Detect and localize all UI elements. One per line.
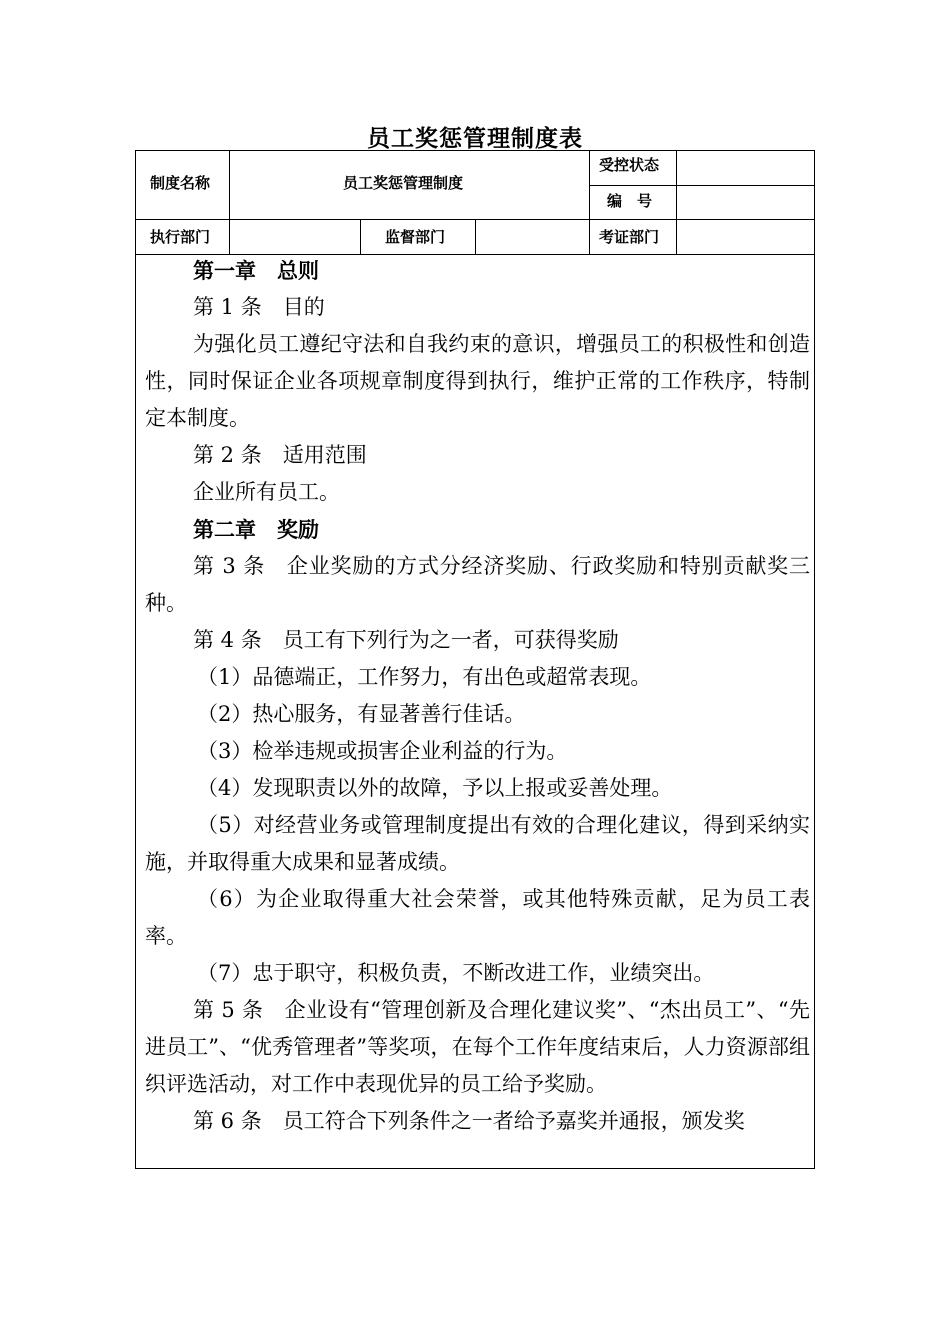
article-paragraph: 第 6 条 员工符合下列条件之一者给予嘉奖并通报，颁发奖 [193, 1109, 745, 1133]
verifying-department-label: 考证部门 [599, 228, 660, 246]
grid-line [589, 185, 815, 186]
list-item: （3）检举违规或损害企业利益的行为。 [197, 739, 568, 763]
grid-line [360, 219, 361, 254]
list-item: （1）品德端正，工作努力，有出色或超常表现。 [197, 665, 652, 689]
list-item: （5）对经营业务或管理制度提出有效的合理化建议，得到采纳实施，并取得重大成果和显著成绩。 [145, 813, 810, 874]
list-item: （4）发现职责以外的故障，予以上报或妥善处理。 [197, 776, 673, 800]
document-number-label: 编 号 [607, 192, 653, 210]
grid-line [676, 150, 677, 254]
paragraph: 为强化员工遵纪守法和自我约束的意识，增强员工的积极性和创造性，同时保证企业各项规章制度得到执行，维护正常的工作秩序，特制定本制度。 [145, 332, 810, 430]
chapter-heading: 第二章 奖励 [193, 517, 319, 542]
regulation-name-value: 员工奖惩管理制度 [343, 174, 464, 192]
article-paragraph: 第 5 条 企业设有“管理创新及合理化建议奖”、“杰出员工”、“先进员工”、“优秀管理者”等奖项，在每个工作年度结束后，人力资源部组织评选活动，对工作中表现优异的员工给予奖励。 [145, 998, 810, 1096]
regulation-name-label: 制度名称 [150, 174, 211, 192]
article-heading: 第 4 条 员工有下列行为之一者，可获得奖励 [193, 628, 619, 652]
grid-line [589, 150, 590, 254]
article-heading: 第 1 条 目的 [193, 295, 325, 319]
executing-department-label: 执行部门 [150, 228, 211, 246]
grid-line [475, 219, 476, 254]
list-item: （6）为企业取得重大社会荣誉，或其他特殊贡献，足为员工表率。 [145, 887, 810, 948]
grid-line [229, 150, 230, 254]
article-paragraph: 第 3 条 企业奖励的方式分经济奖励、行政奖励和特别贡献奖三种。 [145, 554, 810, 615]
supervising-department-label: 监督部门 [385, 228, 446, 246]
document-title: 员工奖惩管理制度表 [367, 125, 583, 152]
chapter-heading: 第一章 总则 [193, 258, 319, 283]
regulation-body [145, 252, 810, 1140]
controlled-status-label: 受控状态 [599, 156, 660, 174]
article-heading: 第 2 条 适用范围 [193, 443, 367, 467]
list-item: （2）热心服务，有显著善行佳话。 [197, 702, 526, 726]
paragraph: 企业所有员工。 [193, 480, 340, 504]
list-item: （7）忠于职守，积极负责，不断改进工作，业绩突出。 [197, 961, 715, 985]
